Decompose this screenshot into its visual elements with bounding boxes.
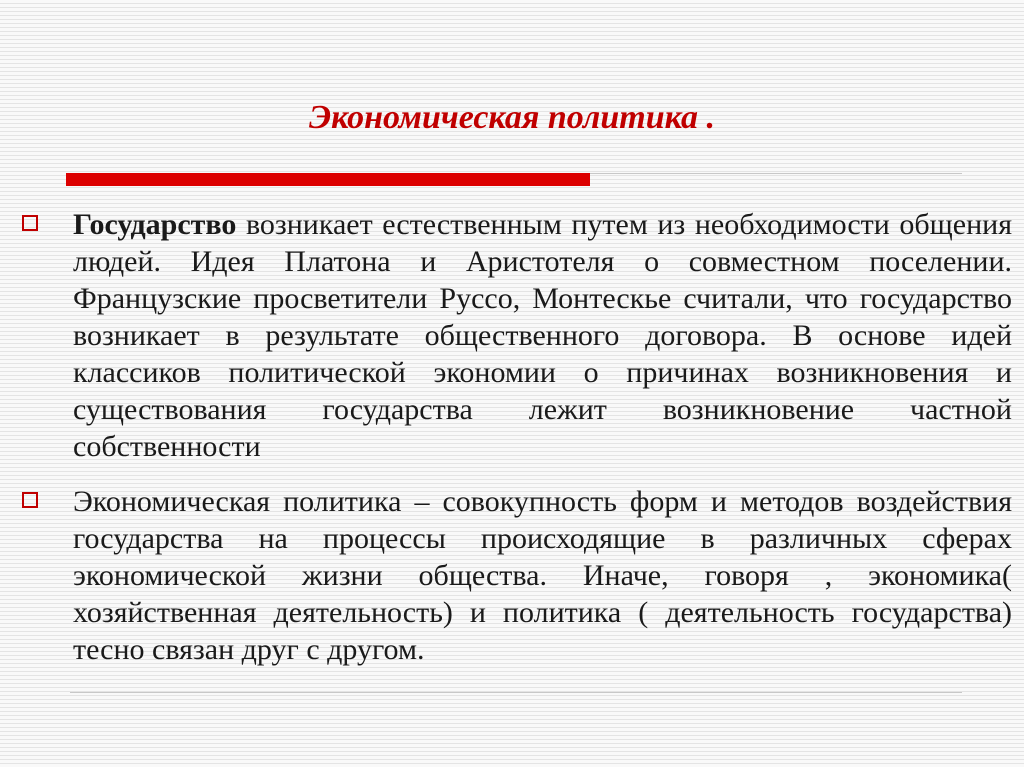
slide-content: [22, 206, 1012, 668]
bullet-body: Экономическая политика – совокупность форм и методов воздействия государства на процессы происходящие в различных сферах экономической жизни общества. Иначе, говоря , экономика( хозяйственная деятельность) и политика ( деятельность государства) тесно связан друг с другом.: [73, 485, 1012, 666]
bullet-body: возникает естественным путем из необходимости общения людей. Идея Платона и Аристотеля о совместном поселении. Французские просветители Руссо, Монтескье считали, что государство возникает в результате общественного договора. В основе идей классиков политической экономии о причинах возникновения и существования государства лежит возникновение частной собственности: [73, 208, 1012, 463]
bullet-item-state: [22, 206, 1012, 465]
slide-title: Экономическая политика .: [309, 99, 715, 136]
bullet-text: [73, 206, 1012, 465]
title-divider-line: [590, 173, 962, 174]
hollow-square-icon: [22, 215, 38, 231]
bottom-divider-line: [70, 692, 962, 693]
title-accent-bar: [66, 173, 590, 186]
bullet-bold-lead: Государство: [73, 208, 237, 241]
bullet-item-economic-policy: [22, 483, 1012, 668]
hollow-square-icon: [22, 492, 38, 508]
